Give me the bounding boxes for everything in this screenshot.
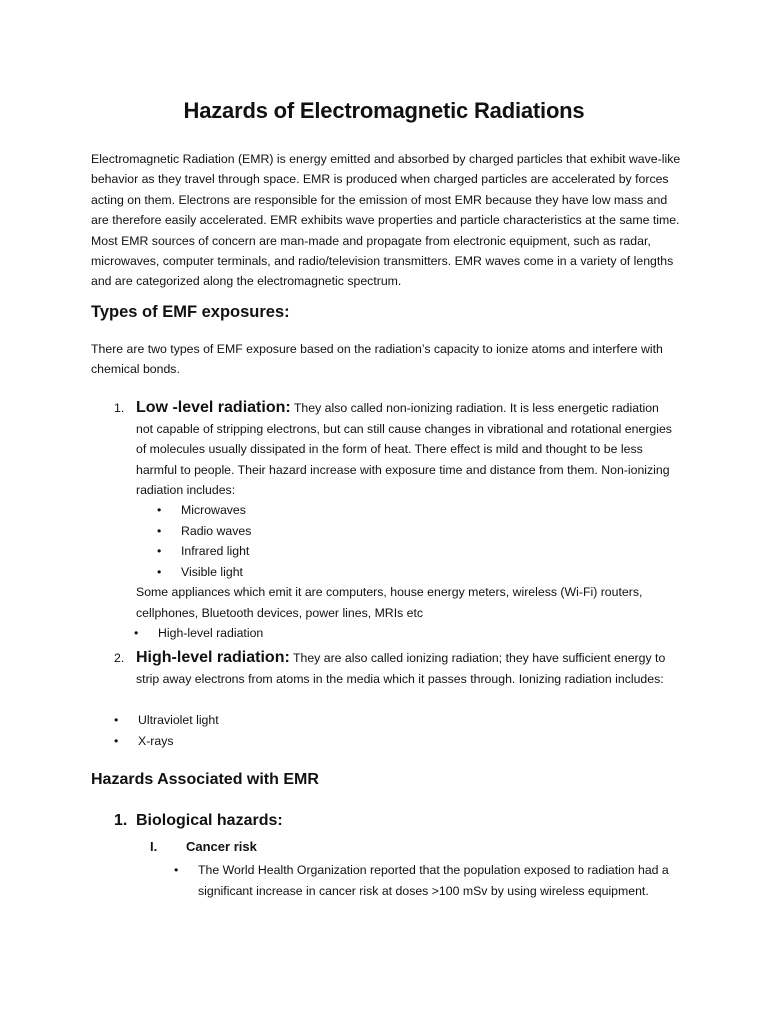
item-body (136, 398, 674, 501)
item-text: They also called non-ionizing radiation. It is less energetic radiation not capable of stripping electrons, but can still cause changes in vibrational and rotational energies of molecules usually dissipated in the form of heat. There effect is mild and thought to be less harmful to people. Their hazard increase with exposure time and distance from them. Non-ionizing radiation includes: (136, 401, 672, 498)
heading-number: I. (150, 839, 158, 854)
list-item: • Radio waves (157, 521, 251, 542)
document-title: Hazards of Electromagnetic Radiations (183, 98, 585, 123)
biological-hazards-heading (114, 808, 283, 834)
item-number: 1. (114, 401, 125, 415)
list-item: • X-rays (114, 731, 219, 752)
item-label: Low -level radiation: (136, 399, 291, 416)
list-item: • Microwaves (157, 500, 251, 521)
appliances-text: Some appliances which emit it are computers, house energy meters, wireless (Wi-Fi) routers, cellphones, Bluetooth devices, power lines, MRIs etc (136, 585, 643, 620)
item-number: 2. (114, 651, 125, 665)
heading-label: Biological hazards: (136, 812, 283, 829)
intro-paragraph: Electromagnetic Radiation (EMR) is energy emitted and absorbed by charged particles that exhibit wave-like behavior as they travel through space. EMR is produced when charged particles are accelerated by forces acting on them. Electrons are responsible for the emission of most EMR because they have low mass and are therefore easily accelerated. EMR exhibits wave properties and particle characteristics at the same time. Most EMR sources of concern are man-made and propagate from electronic equipment, such as radar, microwaves, computer terminals, and radio/television transmitters. EMR waves come in a variety of lengths and are categorized along the electromagnetic spectrum. (91, 152, 681, 289)
cancer-risk-list (174, 860, 674, 901)
types-heading: Types of EMF exposures: (91, 303, 290, 321)
item-label: High-level radiation: (136, 649, 290, 666)
item-body (136, 648, 674, 689)
list-item: • High-level radiation (134, 623, 263, 644)
list-item: • Ultraviolet light (114, 710, 219, 731)
list-item: • Infrared light (157, 541, 251, 562)
hazards-heading: Hazards Associated with EMR (91, 771, 319, 788)
heading-label: Cancer risk (186, 839, 257, 854)
list-item: • Visible light (157, 562, 251, 583)
types-intro-paragraph: There are two types of EMF exposure based on the radiation’s capacity to ionize atoms and interfere with chemical bonds. (91, 342, 663, 377)
list-item: • The World Health Organization reported that the population exposed to radiation had a significant increase in cancer risk at doses >100 mSv by using wireless equipment. (174, 860, 674, 901)
non-ionizing-list (157, 500, 251, 582)
high-level-bullet-list (134, 623, 263, 644)
heading-number: 1. (114, 812, 128, 829)
cancer-risk-heading (150, 837, 257, 857)
item-text: They are also called ionizing radiation; they have sufficient energy to strip away electrons from atoms in the media which it passes through. Ionizing radiation includes: (136, 651, 666, 686)
ionizing-list (114, 710, 219, 751)
